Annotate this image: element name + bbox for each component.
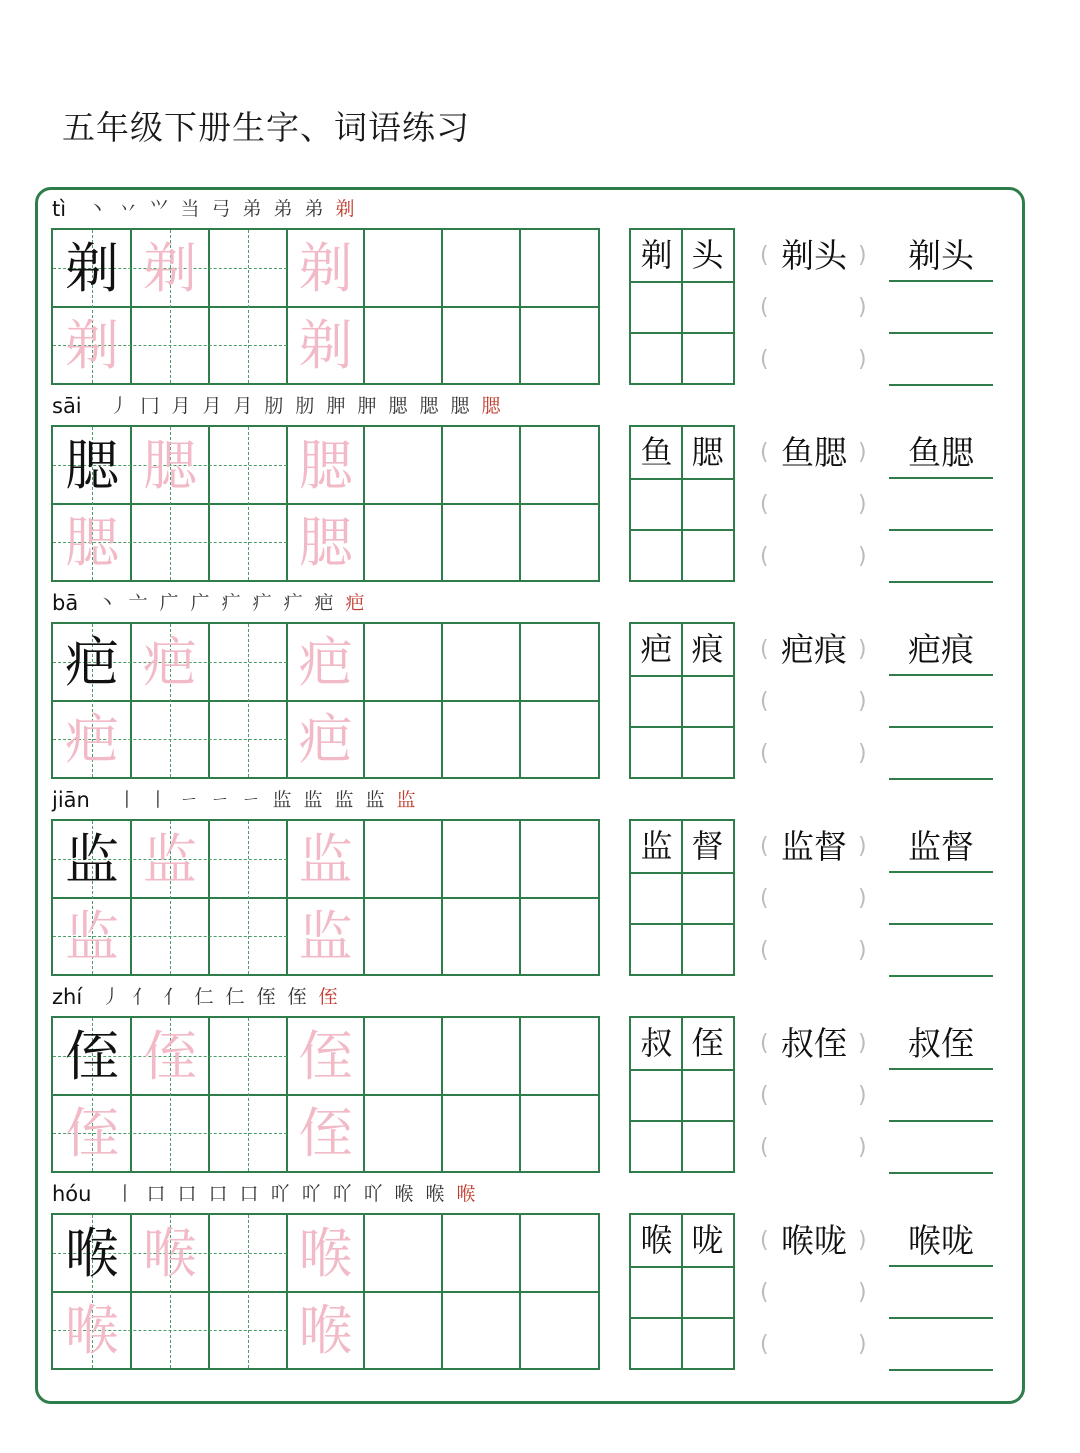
trace-character: 疤 (298, 707, 353, 771)
trace-character: 喉 (65, 1298, 119, 1362)
paren-left: ( (760, 741, 769, 766)
cell-border (631, 281, 733, 283)
word-character: 监 (640, 827, 673, 865)
writing-cell[interactable] (442, 624, 520, 701)
trace-character: 监 (298, 828, 353, 891)
parenthesis-word: 鱼腮 (781, 433, 847, 472)
parenthesis-blank[interactable] (770, 537, 856, 577)
char-row (0, 582, 1080, 779)
stroke-step: 广 (159, 592, 179, 614)
paren-left: ( (760, 689, 769, 714)
paren-right: ) (858, 1135, 867, 1160)
paren-left: ( (760, 544, 769, 569)
writing-cell[interactable] (364, 504, 442, 581)
model-character: 喉 (65, 1222, 119, 1285)
stroke-step: 丿 (101, 986, 121, 1008)
pinyin-label: sāi (52, 394, 82, 418)
paren-left: ( (760, 1228, 769, 1253)
writing-cell[interactable] (209, 624, 287, 701)
writing-cell[interactable] (520, 701, 598, 778)
parenthesis-blank[interactable] (770, 682, 856, 722)
stroke-step: 仁 (194, 986, 214, 1008)
writing-cell[interactable] (364, 307, 442, 384)
writing-cell[interactable] (520, 504, 598, 581)
writing-cell[interactable] (520, 1215, 598, 1292)
char-row (0, 976, 1080, 1173)
writing-cell[interactable] (131, 504, 209, 581)
stroke-step: 监 (396, 789, 416, 811)
pinyin-label: zhí (52, 985, 83, 1009)
cell-border (631, 1120, 733, 1122)
word-grid (629, 228, 735, 385)
trace-character: 监 (298, 904, 353, 968)
trace-character: 监 (142, 828, 197, 891)
parenthesis-word: 叔侄 (781, 1024, 847, 1063)
stroke-step: 吖 (332, 1183, 352, 1205)
writing-cell[interactable] (520, 624, 598, 701)
page-title: 五年级下册生字、词语练习 (62, 108, 470, 147)
stroke-step: 亠 (128, 592, 148, 614)
pinyin-label: jiān (52, 788, 90, 812)
writing-cell[interactable] (442, 1018, 520, 1095)
writing-cell[interactable] (364, 1095, 442, 1172)
stroke-step: 侄 (287, 986, 307, 1008)
underline-word: 剃头 (908, 236, 974, 275)
writing-cell[interactable] (209, 307, 287, 384)
char-row (0, 188, 1080, 385)
writing-cell[interactable] (442, 898, 520, 975)
cell-border (631, 1317, 733, 1319)
stroke-step: 疤 (314, 592, 334, 614)
paren-left: ( (760, 637, 769, 662)
cell-border (631, 726, 733, 728)
writing-cell[interactable] (131, 1292, 209, 1369)
answer-line[interactable] (889, 1369, 993, 1371)
parenthesis-blank[interactable] (770, 734, 856, 774)
word-grid (629, 819, 735, 976)
stroke-step: 胛 (357, 395, 377, 417)
word-character: 侄 (691, 1024, 724, 1062)
trace-character: 喉 (142, 1222, 197, 1285)
paren-right: ) (858, 886, 867, 911)
paren-left: ( (760, 886, 769, 911)
word-grid (629, 1016, 735, 1173)
stroke-step: 丷 (118, 198, 138, 220)
stroke-step: 口 (208, 1183, 228, 1205)
writing-cell[interactable] (131, 307, 209, 384)
writing-cell[interactable] (520, 427, 598, 504)
word-grid (629, 1213, 735, 1370)
stroke-step: 监 (365, 789, 385, 811)
paren-left: ( (760, 834, 769, 859)
word-character: 叔 (640, 1024, 673, 1062)
stroke-step: 丨 (148, 789, 168, 811)
cell-border (631, 332, 733, 334)
writing-cell[interactable] (520, 307, 598, 384)
answer-line[interactable] (889, 332, 993, 334)
stroke-step: 丶 (87, 198, 107, 220)
trace-character: 剃 (142, 237, 197, 300)
word-character: 腮 (691, 433, 724, 471)
paren-right: ) (858, 492, 867, 517)
writing-cell[interactable] (209, 427, 287, 504)
stroke-step: 腮 (481, 395, 501, 417)
answer-line (889, 674, 993, 676)
writing-cell[interactable] (209, 701, 287, 778)
stroke-step: 丿 (109, 395, 129, 417)
paren-left: ( (760, 347, 769, 372)
writing-cell[interactable] (520, 230, 598, 307)
model-character: 侄 (65, 1025, 119, 1088)
paren-right: ) (858, 243, 867, 268)
answer-line (889, 871, 993, 873)
paren-left: ( (760, 1083, 769, 1108)
trace-character: 疤 (298, 631, 353, 694)
paren-left: ( (760, 295, 769, 320)
stroke-step: 疒 (221, 592, 241, 614)
stroke-step: 月 (171, 395, 191, 417)
paren-left: ( (760, 1135, 769, 1160)
parenthesis-word: 喉咙 (781, 1221, 847, 1260)
writing-cell[interactable] (520, 821, 598, 898)
word-character: 痕 (691, 630, 724, 668)
stroke-step: 弟 (273, 198, 293, 220)
trace-character: 腮 (65, 510, 119, 574)
writing-cell[interactable] (520, 1095, 598, 1172)
model-character: 腮 (65, 434, 119, 497)
stroke-step: 口 (146, 1183, 166, 1205)
paren-left: ( (760, 1280, 769, 1305)
trace-character: 侄 (298, 1025, 353, 1088)
model-character: 监 (65, 828, 119, 891)
stroke-step: 喉 (425, 1183, 445, 1205)
writing-cell[interactable] (442, 504, 520, 581)
writing-cell[interactable] (209, 1215, 287, 1292)
model-character: 疤 (65, 631, 119, 694)
stroke-step: 吖 (363, 1183, 383, 1205)
underline-word: 鱼腮 (908, 433, 974, 472)
trace-character: 疤 (142, 631, 197, 694)
paren-left: ( (760, 243, 769, 268)
stroke-step: 月 (233, 395, 253, 417)
writing-cell[interactable] (442, 1095, 520, 1172)
stroke-step: 当 (180, 198, 200, 220)
writing-cell[interactable] (364, 898, 442, 975)
writing-cell[interactable] (442, 821, 520, 898)
char-row (0, 385, 1080, 582)
writing-cell[interactable] (364, 701, 442, 778)
underline-word: 叔侄 (908, 1024, 974, 1063)
parenthesis-blank[interactable] (770, 879, 856, 919)
trace-character: 腮 (298, 434, 353, 497)
writing-cell[interactable] (442, 1215, 520, 1292)
word-character: 督 (691, 827, 724, 865)
writing-cell[interactable] (364, 230, 442, 307)
writing-cell[interactable] (364, 1215, 442, 1292)
parenthesis-blank[interactable] (770, 485, 856, 525)
underline-word: 疤痕 (908, 630, 974, 669)
writing-cell[interactable] (442, 1292, 520, 1369)
stroke-step: 弓 (211, 198, 231, 220)
stroke-step: 广 (190, 592, 210, 614)
underline-word: 监督 (908, 827, 974, 866)
stroke-step: 腮 (419, 395, 439, 417)
paren-right: ) (858, 689, 867, 714)
stroke-step: 肕 (264, 395, 284, 417)
stroke-step: 亻 (132, 986, 152, 1008)
writing-cell[interactable] (442, 307, 520, 384)
answer-line[interactable] (889, 529, 993, 531)
paren-right: ) (858, 637, 867, 662)
stroke-step: ⺍ (149, 198, 169, 220)
trace-character: 侄 (142, 1025, 197, 1088)
stroke-step: 疒 (283, 592, 303, 614)
paren-right: ) (858, 347, 867, 372)
parenthesis-word: 剃头 (781, 236, 847, 275)
word-grid (629, 622, 735, 779)
stroke-step: 弟 (304, 198, 324, 220)
trace-character: 腮 (142, 434, 197, 497)
stroke-step: 弟 (242, 198, 262, 220)
writing-cell[interactable] (442, 427, 520, 504)
stroke-step: 亻 (163, 986, 183, 1008)
practice-grid (51, 1016, 600, 1173)
practice-grid (51, 622, 600, 779)
parenthesis-word: 监督 (781, 827, 847, 866)
writing-cell[interactable] (364, 1018, 442, 1095)
paren-right: ) (858, 1083, 867, 1108)
writing-cell[interactable] (520, 1292, 598, 1369)
stroke-step: 喉 (456, 1183, 476, 1205)
answer-line[interactable] (889, 1120, 993, 1122)
stroke-step: 侄 (318, 986, 338, 1008)
answer-line[interactable] (889, 1317, 993, 1319)
stroke-step: ㄧ (210, 789, 230, 811)
stroke-step: 监 (334, 789, 354, 811)
paren-left: ( (760, 1031, 769, 1056)
paren-right: ) (858, 1332, 867, 1357)
stroke-step: 监 (303, 789, 323, 811)
answer-line (889, 1265, 993, 1267)
trace-character: 侄 (298, 1101, 353, 1165)
char-row (0, 1173, 1080, 1370)
cell-border (631, 1069, 733, 1071)
stroke-step: 胛 (326, 395, 346, 417)
practice-grid (51, 228, 600, 385)
stroke-step: ㄧ (241, 789, 261, 811)
practice-grid (51, 819, 600, 976)
trace-character: 喉 (298, 1298, 353, 1362)
stroke-step: 口 (239, 1183, 259, 1205)
trace-character: 剃 (298, 313, 353, 377)
writing-cell[interactable] (364, 624, 442, 701)
writing-cell[interactable] (364, 427, 442, 504)
trace-character: 喉 (298, 1222, 353, 1285)
writing-cell[interactable] (131, 1095, 209, 1172)
stroke-step: 仁 (225, 986, 245, 1008)
cell-border (631, 675, 733, 677)
stroke-step: 冂 (140, 395, 160, 417)
word-grid (629, 425, 735, 582)
trace-character: 剃 (298, 237, 353, 300)
word-character: 疤 (640, 630, 673, 668)
writing-cell[interactable] (131, 701, 209, 778)
answer-line (889, 477, 993, 479)
stroke-step: 疒 (252, 592, 272, 614)
writing-cell[interactable] (209, 504, 287, 581)
paren-right: ) (858, 1031, 867, 1056)
writing-cell[interactable] (209, 898, 287, 975)
pinyin-label: hóu (52, 1182, 92, 1206)
writing-cell[interactable] (209, 821, 287, 898)
parenthesis-blank[interactable] (770, 1128, 856, 1168)
stroke-step: 监 (272, 789, 292, 811)
stroke-step: 口 (177, 1183, 197, 1205)
parenthesis-blank[interactable] (770, 340, 856, 380)
paren-left: ( (760, 440, 769, 465)
stroke-step: 腮 (388, 395, 408, 417)
writing-cell[interactable] (520, 898, 598, 975)
paren-right: ) (858, 440, 867, 465)
stroke-step: 侄 (256, 986, 276, 1008)
trace-character: 监 (65, 904, 119, 968)
word-character: 剃 (640, 236, 673, 274)
writing-cell[interactable] (209, 1292, 287, 1369)
word-character: 咙 (691, 1221, 724, 1259)
parenthesis-blank[interactable] (770, 1325, 856, 1365)
trace-character: 腮 (298, 510, 353, 574)
word-character: 喉 (640, 1221, 673, 1259)
writing-cell[interactable] (520, 1018, 598, 1095)
answer-line[interactable] (889, 923, 993, 925)
stroke-step: 丨 (115, 1183, 135, 1205)
writing-cell[interactable] (209, 1018, 287, 1095)
cell-border (631, 923, 733, 925)
practice-grid (51, 425, 600, 582)
answer-line (889, 1068, 993, 1070)
word-character: 鱼 (640, 433, 673, 471)
paren-right: ) (858, 834, 867, 859)
parenthesis-blank[interactable] (770, 1076, 856, 1116)
paren-right: ) (858, 1280, 867, 1305)
writing-cell[interactable] (209, 1095, 287, 1172)
cell-border (631, 478, 733, 480)
stroke-step: 月 (202, 395, 222, 417)
paren-left: ( (760, 492, 769, 517)
trace-character: 侄 (65, 1101, 119, 1165)
paren-right: ) (858, 544, 867, 569)
stroke-step: 丨 (117, 789, 137, 811)
paren-right: ) (858, 741, 867, 766)
stroke-step: 肕 (295, 395, 315, 417)
writing-cell[interactable] (364, 821, 442, 898)
stroke-step: 疤 (345, 592, 365, 614)
stroke-step: 吖 (270, 1183, 290, 1205)
writing-cell[interactable] (442, 701, 520, 778)
writing-cell[interactable] (364, 1292, 442, 1369)
paren-left: ( (760, 938, 769, 963)
paren-left: ( (760, 1332, 769, 1357)
trace-character: 疤 (65, 707, 119, 771)
word-character: 头 (691, 236, 724, 274)
paren-right: ) (858, 295, 867, 320)
parenthesis-blank[interactable] (770, 1273, 856, 1313)
paren-right: ) (858, 1228, 867, 1253)
underline-word: 喉咙 (908, 1221, 974, 1260)
parenthesis-blank[interactable] (770, 931, 856, 971)
pinyin-label: bā (52, 591, 79, 615)
parenthesis-blank[interactable] (770, 288, 856, 328)
parenthesis-word: 疤痕 (781, 630, 847, 669)
stroke-step: 吖 (301, 1183, 321, 1205)
cell-border (631, 1266, 733, 1268)
stroke-step: 剃 (335, 198, 355, 220)
trace-character: 剃 (65, 313, 119, 377)
stroke-step: 喉 (394, 1183, 414, 1205)
paren-right: ) (858, 938, 867, 963)
stroke-step: 腮 (450, 395, 470, 417)
pinyin-label: tì (52, 197, 67, 221)
model-character: 剃 (65, 237, 119, 300)
answer-line[interactable] (889, 726, 993, 728)
cell-border (631, 529, 733, 531)
stroke-step: ㄧ (179, 789, 199, 811)
practice-grid (51, 1213, 600, 1370)
writing-cell[interactable] (442, 230, 520, 307)
writing-cell[interactable] (209, 230, 287, 307)
writing-cell[interactable] (131, 898, 209, 975)
cell-border (631, 872, 733, 874)
stroke-step: 丶 (97, 592, 117, 614)
char-row (0, 779, 1080, 976)
answer-line (889, 280, 993, 282)
